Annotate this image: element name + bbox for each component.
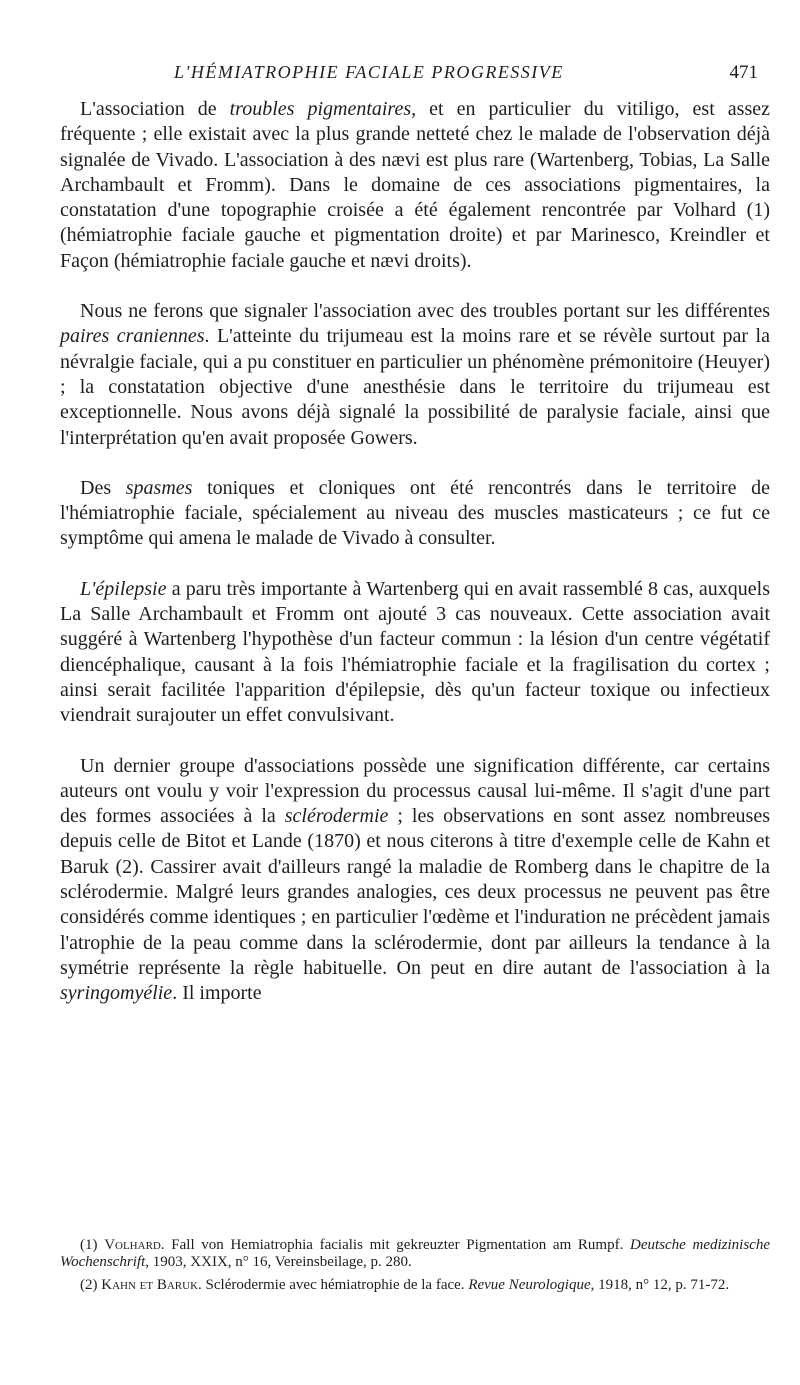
running-title: L'HÉMIATROPHIE FACIALE PROGRESSIVE <box>174 62 564 82</box>
footnote-1: (1) Volhard. Fall von Hemiatrophia facialis mit gekreuzter Pigmentation am Rumpf. Deutsche medizinische Wochenschrift, 1903, XXIX, n° 16, Vereinsbeilage, p. 280. <box>60 1237 771 1270</box>
footnote-2: (2) Kahn et Baruk. Sclérodermie avec hémiatrophie de la face. Revue Neurologique, 1918, n° 12, p. 71-72. <box>80 1277 730 1293</box>
emphasis-term: L'épilepsie <box>80 577 167 600</box>
paragraph-pigmentary-troubles: L'association de troubles pigmentaires, et en particulier du vitiligo, est assez fréquente ; elle existait avec la plus grande netteté chez le malade de l'observation déjà signalée de Vivado. L'association à des nævi est plus rare (Wartenberg, Tobias, La Salle Archambault et Fromm). Dans le domaine de ces associations pigmentaires, la constatation d'une topographie croisée a été également rencontrée par Volhard (1) (hémiatrophie faciale gauche et pigmentation droite) et par Marinesco, Kreindler et Façon (hémiatrophie faciale gauche et nævi droits). <box>60 98 770 272</box>
emphasis-term: paires craniennes <box>60 325 205 348</box>
emphasis-term: syringomyélie <box>60 982 173 1005</box>
paragraph-spasms: Des spasmes toniques et cloniques ont été rencontrés dans le territoire de l'hémiatrophie faciale, spécialement au niveau des muscles masticateurs ; ce fut ce symptôme qui amena le malade de Vivado à consulter. <box>60 476 770 550</box>
emphasis-term: troubles pigmentaires <box>229 98 412 120</box>
footnote-author: Volhard <box>104 1237 161 1253</box>
paragraph-cranial-nerves: Nous ne ferons que signaler l'association avec des troubles portant sur les différentes paires craniennes. L'atteinte du trijumeau est la moins rare et se révèle surtout par la névralgie faciale, qui a pu constituer en particulier un phénomène prémonitoire (Heuyer) ; la constatation objective d'une anesthésie dans le territoire du trijumeau est exceptionnelle. Nous avons déjà signalé la possibilité de paralysie faciale, ainsi que l'interprétation qu'en avait proposée Gowers. <box>60 300 770 449</box>
paragraph-scleroderma: Un dernier groupe d'associations possède une signification différente, car certains auteurs ont voulu y voir l'expression du processus causal lui-même. Il s'agit d'une part des formes associées à la sclérodermie ; les observations en sont assez nombreuses depuis celle de Bitot et Lande (1870) et nous citerons à titre d'exemple celle de Kahn et Baruk (2). Cassirer avait d'ailleurs rangé la maladie de Romberg dans le chapitre de la sclérodermie. Malgré leurs grandes analogies, ces deux processus ne peuvent pas être considérés comme identiques ; en particulier l'œdème et l'induration ne précèdent jamais l'atrophie de la peau comme dans la sclérodermie, dont par ailleurs la tendance à la symétrie représente la règle habituelle. On peut en dire autant de l'association à la syringomyélie. Il importe <box>60 754 770 1005</box>
page-header <box>62 62 758 92</box>
paragraph-epilepsy: L'épilepsie a paru très importante à Wartenberg qui en avait rassemblé 8 cas, auxquels La Salle Archambault et Fromm ont ajouté 3 cas nouveaux. Cette association avait suggéré à Wartenberg l'hypothèse d'un facteur commun : la lésion d'un centre végétatif diencéphalique, causant à la fois l'hémiatrophie faciale et la fragilisation du cortex ; ainsi serait facilitée l'apparition d'épilepsie, dès qu'un facteur toxique ou infectieux viendrait surajouter un effet convulsivant. <box>60 577 770 727</box>
footnote-author: Kahn et Baruk <box>101 1277 199 1293</box>
emphasis-term: spasmes <box>125 476 193 499</box>
page-number: 471 <box>729 62 758 83</box>
emphasis-term: sclérodermie <box>284 805 389 828</box>
body-text <box>60 97 770 1007</box>
footnotes <box>60 1237 770 1300</box>
